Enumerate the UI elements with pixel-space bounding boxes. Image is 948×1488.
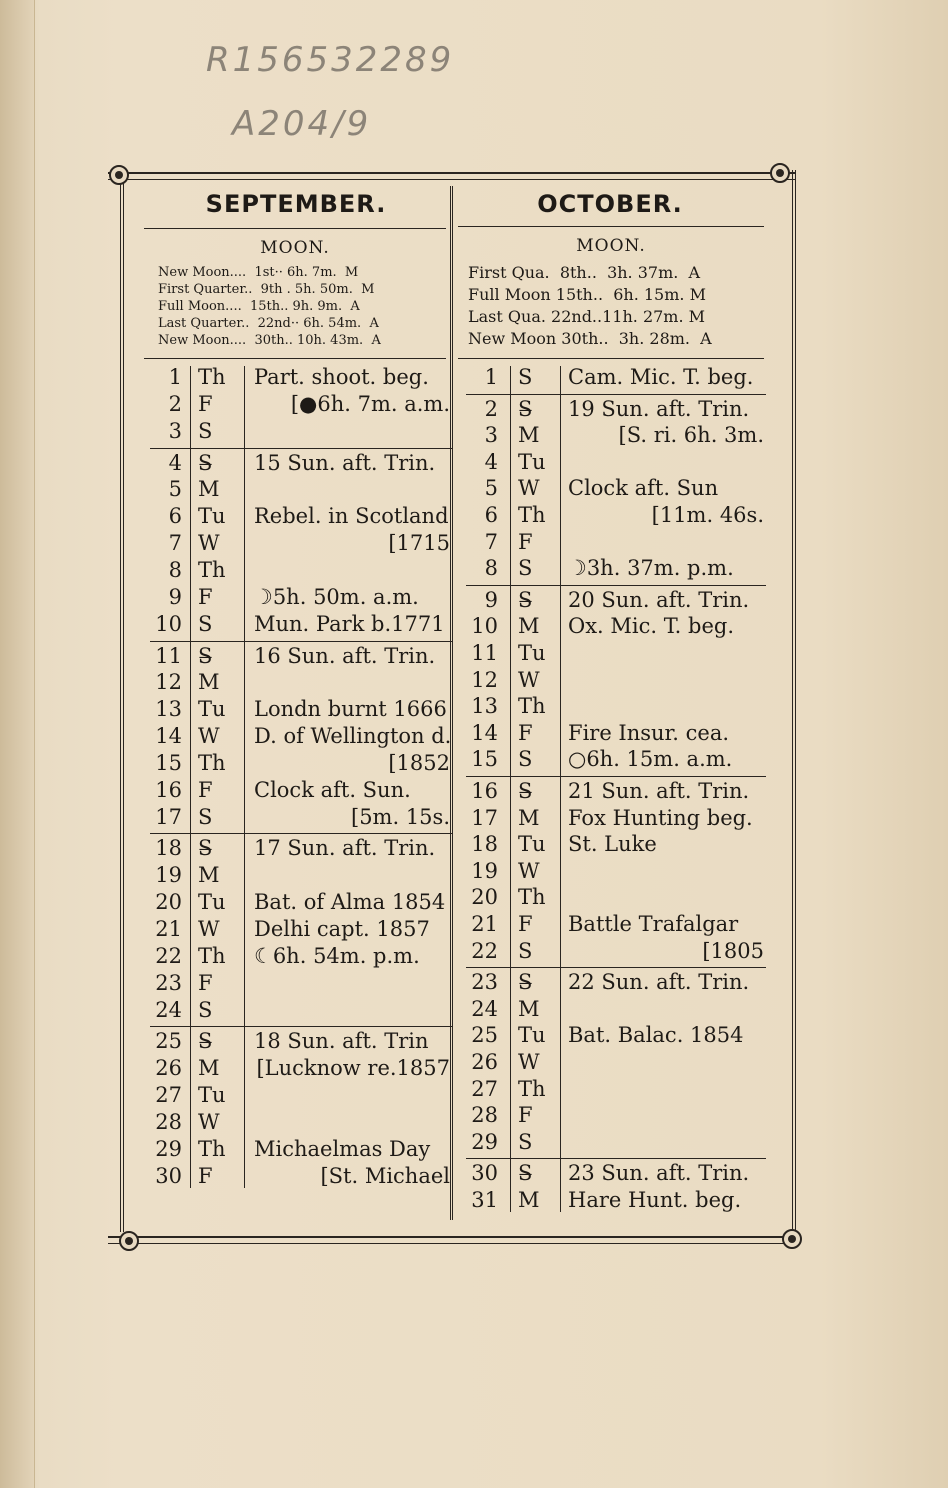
moon-phase-line: New Moon.... 30th.. 10h. 43m. A xyxy=(158,333,381,348)
day-number: 5 xyxy=(168,477,182,502)
week-separator xyxy=(150,833,452,834)
day-event: ☽3h. 37m. p.m. xyxy=(568,556,734,581)
day-number: 24 xyxy=(471,996,498,1021)
week-separator xyxy=(466,585,766,586)
day-event: Battle Trafalgar xyxy=(568,912,739,936)
day-number: 7 xyxy=(484,529,498,554)
day-event: Cam. Mic. T. beg. xyxy=(568,365,754,389)
day-row xyxy=(466,911,766,938)
weekday: Tu xyxy=(198,890,226,915)
weekday: S xyxy=(198,804,213,829)
day-number: 17 xyxy=(155,804,182,829)
weekday: M xyxy=(198,1056,220,1081)
day-event: St. Luke xyxy=(568,832,657,857)
day-row xyxy=(150,889,452,916)
weekday: Tu xyxy=(518,1023,546,1048)
day-event: ☾6h. 54m. p.m. xyxy=(254,943,420,968)
day-row xyxy=(150,1136,452,1163)
day-number: 28 xyxy=(155,1109,182,1134)
weekday: W xyxy=(198,917,220,941)
day-row xyxy=(466,587,766,614)
day-row xyxy=(466,1076,766,1103)
day-row xyxy=(466,969,766,996)
column-rule xyxy=(510,366,511,1212)
day-number: 29 xyxy=(471,1129,498,1154)
day-number: 6 xyxy=(168,504,182,529)
day-row xyxy=(150,557,452,584)
day-number: 30 xyxy=(471,1161,498,1186)
day-row xyxy=(150,943,452,970)
column-rule xyxy=(244,366,245,1188)
day-number: 18 xyxy=(471,832,498,857)
day-row xyxy=(466,422,766,449)
day-row xyxy=(150,696,452,723)
day-number: 14 xyxy=(471,720,498,745)
day-number: 27 xyxy=(155,1083,182,1108)
day-number: 9 xyxy=(484,587,498,612)
day-row xyxy=(466,613,766,640)
weekday: S̶ xyxy=(518,396,533,421)
october-moon-phases xyxy=(468,262,712,350)
moon-phase-line: Last Qua. 22nd..11h. 27m. M xyxy=(468,307,706,326)
day-row xyxy=(466,396,766,423)
weekday: Tu xyxy=(198,504,226,529)
day-row xyxy=(466,1129,766,1156)
day-row xyxy=(466,449,766,476)
handwritten-catalogue-number: A204/9 xyxy=(232,104,372,144)
day-row xyxy=(150,1109,452,1136)
day-event: [11m. 46s. xyxy=(651,503,764,527)
weekday: Th xyxy=(518,1076,546,1101)
weekday: W xyxy=(198,531,220,556)
day-number: 26 xyxy=(155,1056,182,1081)
day-number: 28 xyxy=(471,1103,498,1128)
day-row xyxy=(466,529,766,556)
day-number: 19 xyxy=(155,863,182,888)
day-row xyxy=(466,884,766,911)
weekday: M xyxy=(518,1188,540,1212)
day-event: Clock aft. Sun. xyxy=(254,777,411,802)
day-event: 22 Sun. aft. Trin. xyxy=(568,970,750,995)
weekday: S̶ xyxy=(518,970,533,995)
day-row xyxy=(150,862,452,889)
weekday: Tu xyxy=(198,697,226,722)
day-number: 10 xyxy=(155,611,182,636)
day-row xyxy=(150,1028,452,1055)
day-row xyxy=(466,475,766,502)
day-number: 8 xyxy=(168,557,182,582)
day-event: Fox Hunting beg. xyxy=(568,805,753,830)
weekday: W xyxy=(198,1109,220,1134)
day-row xyxy=(150,643,452,670)
weekday: Tu xyxy=(518,641,546,665)
october-moon-title: MOON. xyxy=(576,236,646,256)
day-event: Michaelmas Day xyxy=(254,1136,431,1161)
day-number: 21 xyxy=(471,912,498,936)
day-number: 26 xyxy=(471,1050,498,1074)
day-row xyxy=(466,640,766,667)
weekday: S xyxy=(518,938,533,963)
day-event: 17 Sun. aft. Trin. xyxy=(254,836,436,861)
day-row xyxy=(466,938,766,965)
day-row xyxy=(466,858,766,885)
day-row xyxy=(466,1160,766,1187)
day-event: [●6h. 7m. a.m. xyxy=(290,391,450,416)
day-event: 16 Sun. aft. Trin. xyxy=(254,643,436,668)
week-separator xyxy=(466,776,766,777)
weekday: S xyxy=(518,1129,533,1154)
weekday: Th xyxy=(518,885,546,910)
weekday: Tu xyxy=(518,449,546,474)
corner-ornament-icon xyxy=(782,1229,802,1249)
day-row xyxy=(150,997,452,1024)
day-event: Bat. of Alma 1854 xyxy=(254,890,446,915)
day-number: 8 xyxy=(484,556,498,581)
day-row xyxy=(150,503,452,530)
day-number: 11 xyxy=(155,643,182,668)
day-row xyxy=(150,530,452,557)
day-event: ☽5h. 50m. a.m. xyxy=(254,584,419,609)
weekday: S xyxy=(518,365,533,389)
day-row xyxy=(150,916,452,943)
day-number: 4 xyxy=(484,449,498,474)
weekday: Tu xyxy=(518,832,546,857)
week-separator xyxy=(466,967,766,968)
bottom-border-rule xyxy=(108,1236,796,1244)
day-number: 23 xyxy=(155,970,182,995)
day-row xyxy=(150,750,452,777)
weekday: F xyxy=(518,720,533,745)
weekday: Th xyxy=(198,557,226,582)
weekday: W xyxy=(198,724,220,749)
weekday: S xyxy=(198,418,213,443)
weekday: M xyxy=(198,670,220,695)
day-event: [Lucknow re.1857 xyxy=(256,1056,450,1081)
day-number: 12 xyxy=(471,667,498,692)
corner-ornament-icon xyxy=(109,165,129,185)
day-row xyxy=(150,450,452,477)
day-number: 30 xyxy=(155,1163,182,1188)
moon-phase-line: Full Moon 15th.. 6h. 15m. M xyxy=(468,285,706,304)
day-event: 18 Sun. aft. Trin xyxy=(254,1029,429,1054)
day-row xyxy=(466,1187,766,1214)
weekday: S xyxy=(198,611,213,636)
handwritten-shelfmark: R156532289 xyxy=(206,40,455,80)
day-row xyxy=(150,476,452,503)
day-event: Mun. Park b.1771 xyxy=(254,611,445,636)
day-row xyxy=(150,1055,452,1082)
day-row xyxy=(466,720,766,747)
weekday: F xyxy=(518,1103,533,1128)
day-number: 25 xyxy=(471,1023,498,1048)
day-number: 11 xyxy=(471,641,498,665)
day-number: 18 xyxy=(155,836,182,861)
week-separator xyxy=(466,1158,766,1159)
day-row xyxy=(150,611,452,638)
day-number: 9 xyxy=(168,584,182,609)
day-number: 2 xyxy=(168,391,182,416)
day-event: Clock aft. Sun xyxy=(568,476,719,501)
weekday: W xyxy=(518,858,540,883)
day-event: Londn burnt 1666 xyxy=(254,697,447,722)
moon-phase-line: New Moon 30th.. 3h. 28m. A xyxy=(468,329,712,348)
day-number: 7 xyxy=(168,531,182,556)
day-number: 6 xyxy=(484,503,498,527)
day-row xyxy=(466,746,766,773)
day-number: 10 xyxy=(471,614,498,639)
day-row xyxy=(150,835,452,862)
header-rule xyxy=(458,226,764,227)
day-row xyxy=(150,723,452,750)
day-number: 13 xyxy=(471,694,498,719)
weekday: M xyxy=(518,805,540,830)
day-number: 27 xyxy=(471,1076,498,1101)
moon-phase-line: Full Moon.... 15th.. 9h. 9m. A xyxy=(158,299,360,314)
day-number: 16 xyxy=(471,779,498,803)
weekday: M xyxy=(518,996,540,1021)
weekday: S xyxy=(518,747,533,772)
day-event: Part. shoot. beg. xyxy=(254,365,429,389)
weekday: M xyxy=(198,477,220,502)
day-event: Ox. Mic. T. beg. xyxy=(568,614,735,639)
day-event: [St. Michael xyxy=(320,1163,450,1188)
day-event: [5m. 15s. xyxy=(351,804,450,829)
weekday: S̶ xyxy=(518,587,533,612)
day-row xyxy=(150,970,452,997)
september-moon-phases xyxy=(158,264,381,349)
corner-ornament-icon xyxy=(770,163,790,183)
day-number: 22 xyxy=(471,938,498,963)
day-number: 29 xyxy=(155,1136,182,1161)
day-row xyxy=(150,804,452,831)
day-row xyxy=(150,777,452,804)
day-number: 20 xyxy=(471,885,498,910)
day-row xyxy=(466,831,766,858)
day-event: [S. ri. 6h. 3m. xyxy=(618,423,764,448)
weekday: M xyxy=(518,423,540,448)
weekday: S̶ xyxy=(518,1161,533,1186)
moon-phase-line: New Moon.... 1st·· 6h. 7m. M xyxy=(158,265,359,280)
page-spine xyxy=(0,0,35,1488)
weekday: F xyxy=(198,584,213,609)
weekday: S xyxy=(198,997,213,1022)
day-row xyxy=(466,778,766,805)
day-number: 3 xyxy=(168,418,182,443)
weekday: Th xyxy=(518,503,546,527)
september-moon-title: MOON. xyxy=(260,238,330,258)
day-number: 19 xyxy=(471,858,498,883)
day-number: 16 xyxy=(155,777,182,802)
day-event: Fire Insur. cea. xyxy=(568,720,730,745)
day-row xyxy=(466,667,766,694)
day-row xyxy=(150,584,452,611)
weekday: W xyxy=(518,476,540,501)
day-number: 20 xyxy=(155,890,182,915)
header-rule xyxy=(144,358,446,359)
day-number: 24 xyxy=(155,997,182,1022)
moon-phase-line: Last Quarter.. 22nd·· 6h. 54m. A xyxy=(158,316,379,331)
day-number: 23 xyxy=(471,970,498,995)
day-event: Hare Hunt. beg. xyxy=(568,1188,742,1212)
weekday: F xyxy=(198,970,213,995)
day-row xyxy=(466,364,766,391)
day-event: Delhi capt. 1857 xyxy=(254,917,430,941)
day-row xyxy=(150,669,452,696)
weekday: Tu xyxy=(198,1083,226,1108)
day-event: ○6h. 15m. a.m. xyxy=(568,747,733,772)
column-rule xyxy=(560,366,561,1212)
column-rule xyxy=(190,366,191,1188)
moon-phase-line: First Quarter.. 9th . 5h. 50m. M xyxy=(158,282,375,297)
weekday: S̶ xyxy=(198,643,213,668)
day-row xyxy=(150,391,452,418)
day-number: 4 xyxy=(168,450,182,475)
day-number: 12 xyxy=(155,670,182,695)
day-number: 13 xyxy=(155,697,182,722)
day-event: 19 Sun. aft. Trin. xyxy=(568,396,750,421)
weekday: W xyxy=(518,1050,540,1074)
day-number: 31 xyxy=(471,1188,498,1212)
october-title: OCTOBER. xyxy=(537,190,683,218)
day-number: 15 xyxy=(471,747,498,772)
weekday: S̶ xyxy=(198,836,213,861)
moon-phase-line: First Qua. 8th.. 3h. 37m. A xyxy=(468,263,701,282)
day-event: [1805 xyxy=(702,938,764,963)
weekday: M xyxy=(198,863,220,888)
weekday: W xyxy=(518,667,540,692)
week-separator xyxy=(466,394,766,395)
day-number: 1 xyxy=(168,365,182,389)
day-row xyxy=(466,693,766,720)
header-rule xyxy=(144,228,446,229)
weekday: F xyxy=(198,391,213,416)
day-row xyxy=(150,1163,452,1190)
weekday: F xyxy=(518,912,533,936)
week-separator xyxy=(150,1026,452,1027)
week-separator xyxy=(150,448,452,449)
weekday: Th xyxy=(518,694,546,719)
weekday: S̶ xyxy=(198,1029,213,1054)
day-event: 23 Sun. aft. Trin. xyxy=(568,1161,750,1186)
weekday: F xyxy=(518,529,533,554)
day-event: Bat. Balac. 1854 xyxy=(568,1023,744,1048)
day-number: 5 xyxy=(484,476,498,501)
weekday: M xyxy=(518,614,540,639)
week-separator xyxy=(150,641,452,642)
day-row xyxy=(466,1022,766,1049)
weekday: Th xyxy=(198,365,226,389)
weekday: Th xyxy=(198,1136,226,1161)
weekday: F xyxy=(198,777,213,802)
day-event: [1852 xyxy=(388,750,450,775)
day-row xyxy=(150,418,452,445)
day-row xyxy=(150,1082,452,1109)
day-row xyxy=(466,1049,766,1076)
day-number: 15 xyxy=(155,750,182,775)
day-event: 15 Sun. aft. Trin. xyxy=(254,450,436,475)
weekday: Th xyxy=(198,943,226,968)
day-number: 25 xyxy=(155,1029,182,1054)
september-title: SEPTEMBER. xyxy=(205,190,387,218)
day-number: 22 xyxy=(155,943,182,968)
weekday: Th xyxy=(198,750,226,775)
day-number: 1 xyxy=(484,365,498,389)
day-event: 21 Sun. aft. Trin. xyxy=(568,779,750,803)
day-number: 21 xyxy=(155,917,182,941)
day-number: 3 xyxy=(484,423,498,448)
day-number: 14 xyxy=(155,724,182,749)
day-event: D. of Wellington d. xyxy=(254,724,452,749)
day-row xyxy=(466,555,766,582)
day-number: 17 xyxy=(471,805,498,830)
day-event: Rebel. in Scotland xyxy=(254,504,449,529)
day-number: 2 xyxy=(484,396,498,421)
weekday: S̶ xyxy=(518,779,533,803)
day-row xyxy=(466,805,766,832)
header-rule xyxy=(458,358,764,359)
day-event: [1715 xyxy=(388,531,450,556)
day-row xyxy=(466,996,766,1023)
day-row xyxy=(466,502,766,529)
weekday: F xyxy=(198,1163,213,1188)
day-row xyxy=(466,1102,766,1129)
weekday: S̶ xyxy=(198,450,213,475)
weekday: S xyxy=(518,556,533,581)
corner-ornament-icon xyxy=(119,1231,139,1251)
day-event: 20 Sun. aft. Trin. xyxy=(568,587,750,612)
day-row xyxy=(150,364,452,391)
